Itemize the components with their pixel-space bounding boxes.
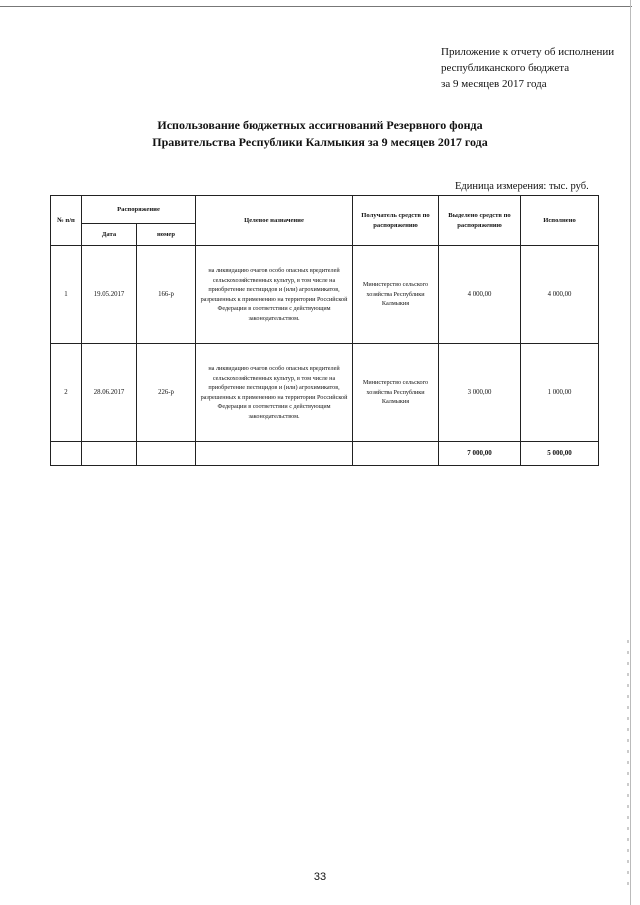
row-date: 19.05.2017 [82, 246, 137, 344]
totals-empty-cell [82, 442, 137, 466]
document-title [120, 117, 520, 151]
unit-label: Единица измерения: тыс. руб. [455, 181, 589, 192]
appendix-note [441, 44, 626, 92]
total-executed: 5 000,00 [521, 442, 599, 466]
page-number: 33 [313, 871, 327, 883]
header-recipient: Получатель средств по распоряжению [353, 196, 439, 246]
appendix-line-1: Приложение к отчету об исполнении [441, 46, 615, 58]
header-date: Дата [82, 224, 137, 246]
totals-empty-cell [137, 442, 196, 466]
table-row [51, 344, 599, 442]
header-order: Распоряжение [82, 196, 196, 224]
row-recipient: Министерство сельского хозяйства Республики Калмыкия [353, 344, 439, 442]
table-row [51, 246, 599, 344]
appendix-line-3: за 9 месяцев 2017 года [441, 78, 547, 90]
top-border-line [0, 0, 632, 7]
header-executed: Исполнено [521, 196, 599, 246]
totals-empty-cell [353, 442, 439, 466]
reserve-fund-table [50, 195, 599, 466]
row-number: 226-р [137, 344, 196, 442]
title-line-2: Правительства Республики Калмыкия за 9 месяцев 2017 года [152, 135, 488, 149]
title-line-1: Использование бюджетных ассигнований Резервного фонда [157, 118, 483, 132]
scan-edge-line [630, 0, 631, 905]
row-executed: 4 000,00 [521, 246, 599, 344]
totals-empty-cell [51, 442, 82, 466]
row-number: 166-р [137, 246, 196, 344]
appendix-line-2: республиканского бюджета [441, 62, 570, 74]
header-num: № п/п [51, 196, 82, 246]
row-executed: 1 000,00 [521, 344, 599, 442]
total-allocated: 7 000,00 [439, 442, 521, 466]
row-num: 1 [51, 246, 82, 344]
row-purpose: на ликвидацию очагов особо опасных вредителей сельскохозяйственных культур, в том числе на приобретение пестицидов и (или) агрохимикатов, разрешенных к применению на территории Российской Федерации в соответствии с действующим законодательством. [196, 344, 353, 442]
header-purpose: Целевое назначение [196, 196, 353, 246]
row-num: 2 [51, 344, 82, 442]
row-allocated: 4 000,00 [439, 246, 521, 344]
scan-marks [627, 640, 629, 890]
header-allocated: Выделено средств по распоряжению [439, 196, 521, 246]
totals-empty-cell [196, 442, 353, 466]
row-date: 28.06.2017 [82, 344, 137, 442]
totals-row [51, 442, 599, 466]
row-purpose: на ликвидацию очагов особо опасных вредителей сельскохозяйственных культур, в том числе на приобретение пестицидов и (или) агрохимикатов, разрешенных к применению на территории Российской Федерации в соответствии с действующим законодательством. [196, 246, 353, 344]
row-allocated: 3 000,00 [439, 344, 521, 442]
header-number: номер [137, 224, 196, 246]
row-recipient: Министерство сельского хозяйства Республики Калмыкия [353, 246, 439, 344]
